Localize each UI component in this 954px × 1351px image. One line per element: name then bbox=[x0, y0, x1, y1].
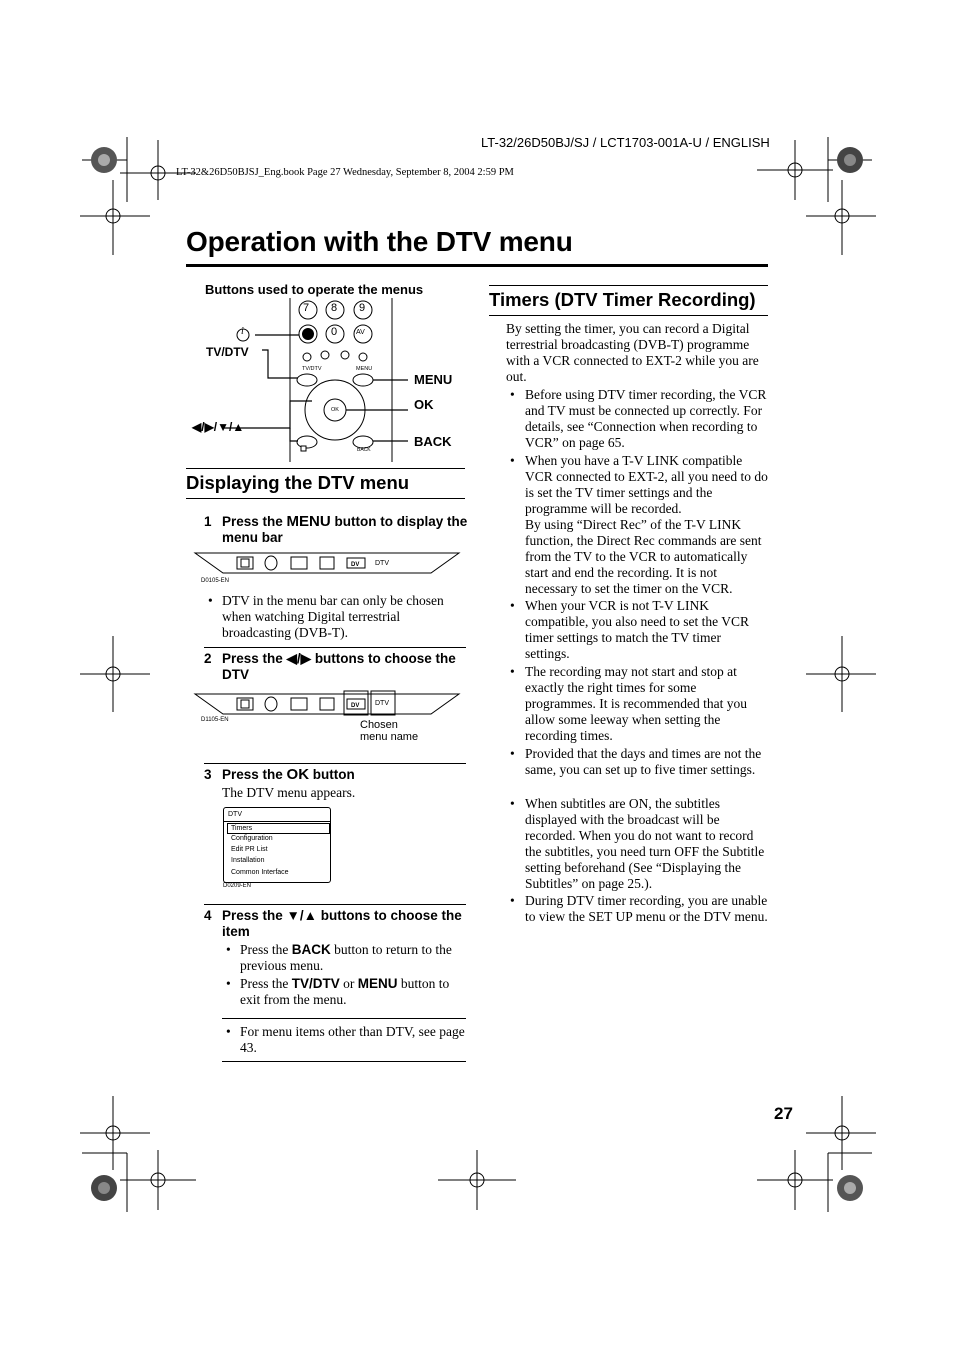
step-3: 3 Press the OK button bbox=[204, 766, 355, 783]
dtv-menu-item-common-interface[interactable]: Common Interface bbox=[231, 869, 289, 876]
label-arrows: ◀/▶/▼/▲ bbox=[192, 420, 245, 434]
svg-text:DV: DV bbox=[351, 703, 360, 709]
timers-bullet-6: • When subtitles are ON, the subtitles displayed with the broadcast will be recorded. When you do not want to record the subtitles, you need turn OFF the Subtitle setting beforehand (See “Displaying the Subtitles” on page 25.). bbox=[510, 796, 765, 891]
timers-bullet-3: • When your VCR is not T-V LINK compatible, you also need to set the VCR timer settings to match the TV timer settings. bbox=[510, 598, 749, 661]
timers-bullet-1: • Before using DTV timer recording, the VCR and TV must be connected up correctly. For details, see “Connection when recording to VCR” on page 65. bbox=[510, 387, 767, 450]
step-3-sub: The DTV menu appears. bbox=[222, 785, 356, 800]
menu-bar-1-label: DTV bbox=[375, 560, 389, 567]
timers-bullet-2: • When you have a T-V LINK compatible VCR connected to EXT-2, all you need to do is set the TV timer settings and the programme will be recorded. By using “Direct Rec” of the T-V LINK function, the Direct Rec commands are sent from the TV to the VCR to automatically start and end the recording. It is not necessary to set the timer on the VCR. bbox=[510, 453, 768, 596]
remote-key-tvdtv: TV/DTV bbox=[302, 366, 322, 372]
menu-bar-2-code: D1105-EN bbox=[201, 717, 229, 723]
heading-timers: Timers (DTV Timer Recording) bbox=[489, 289, 756, 310]
step-1: 1 Press the MENU button to display the menu bar bbox=[204, 513, 468, 545]
timers-bullet-7: • During DTV timer recording, you are unable to view the SET UP menu or the DTV menu. bbox=[510, 893, 768, 924]
remote-caption: Buttons used to operate the menus bbox=[205, 282, 424, 297]
menu-bar-2 bbox=[193, 690, 461, 718]
label-ok: OK bbox=[414, 397, 434, 412]
menu-bar-1-code: D0105-EN bbox=[201, 578, 230, 584]
label-tvdtv: TV/DTV bbox=[206, 345, 249, 359]
dtv-menu-item-installation[interactable]: Installation bbox=[231, 857, 265, 864]
timers-bullet-4: • The recording may not start and stop at exactly the right times for some programmes. It is recommended that you allow some leeway when setting the recording times. bbox=[510, 664, 747, 743]
remote-key-back: BACK bbox=[357, 447, 371, 453]
timers-intro: By setting the timer, you can record a Digital terrestrial broadcasting (DVB-T) programme with a VCR connected to EXT-2 while you are out. bbox=[506, 321, 759, 384]
remote-key-menu: MENU bbox=[356, 366, 373, 372]
menu-bar-2-label: DTV bbox=[375, 700, 389, 707]
dtv-menu-title: DTV bbox=[228, 811, 242, 818]
remote-key-9: 9 bbox=[359, 302, 366, 314]
remote-key-ok: OK bbox=[331, 407, 339, 413]
step-4: 4 Press the ▼/▲ buttons to choose the item bbox=[204, 908, 462, 939]
remote-key-0: 0 bbox=[331, 326, 338, 338]
final-note: • For menu items other than DTV, see page 43. bbox=[226, 1024, 465, 1055]
svg-text:DV: DV bbox=[351, 562, 360, 568]
page-number: 27 bbox=[774, 1104, 793, 1123]
note-1: • DTV in the menu bar can only be chosen when watching Digital terrestrial broadcasting (DVB-T). bbox=[208, 593, 444, 640]
dtv-menu-item-configuration[interactable]: Configuration bbox=[231, 835, 273, 842]
dtv-menu-item-edit-pr-list[interactable]: Edit PR List bbox=[231, 846, 268, 853]
title-rule bbox=[186, 264, 768, 267]
page-title: Operation with the DTV menu bbox=[186, 226, 573, 257]
dtv-menu-item-timers[interactable]: Timers bbox=[227, 823, 330, 834]
remote-key-av: AV bbox=[356, 329, 365, 336]
heading-displaying: Displaying the DTV menu bbox=[186, 472, 410, 493]
remote-key-7: 7 bbox=[303, 302, 310, 314]
timers-bullet-5: • Provided that the days and times are not the same, you can set up to five timer settings. bbox=[510, 746, 762, 777]
book-info-line: LT-32&26D50BJSJ_Eng.book Page 27 Wednesday, September 8, 2004 2:59 PM bbox=[176, 167, 514, 178]
dtv-menu-code: D0209-EN bbox=[223, 883, 252, 889]
label-back: BACK bbox=[414, 434, 452, 449]
label-menu: MENU bbox=[414, 372, 453, 387]
menu-bar-1 bbox=[193, 551, 461, 577]
remote-key-8: 8 bbox=[331, 302, 338, 314]
step-4-bullet-1: • Press the BACK button to return to the previous menu. bbox=[226, 942, 452, 973]
dtv-menu bbox=[223, 807, 331, 883]
menu-bar-2-callout: Chosen menu name bbox=[360, 719, 419, 743]
info-icon: i bbox=[241, 326, 244, 337]
model-code: LT-32/26D50BJ/SJ / LCT1703-001A-U / ENGLISH bbox=[481, 135, 770, 150]
step-2: 2 Press the ◀/▶ buttons to choose the DTV bbox=[204, 651, 456, 682]
step-4-bullet-2: • Press the TV/DTV or MENU button to exit from the menu. bbox=[226, 976, 450, 1007]
